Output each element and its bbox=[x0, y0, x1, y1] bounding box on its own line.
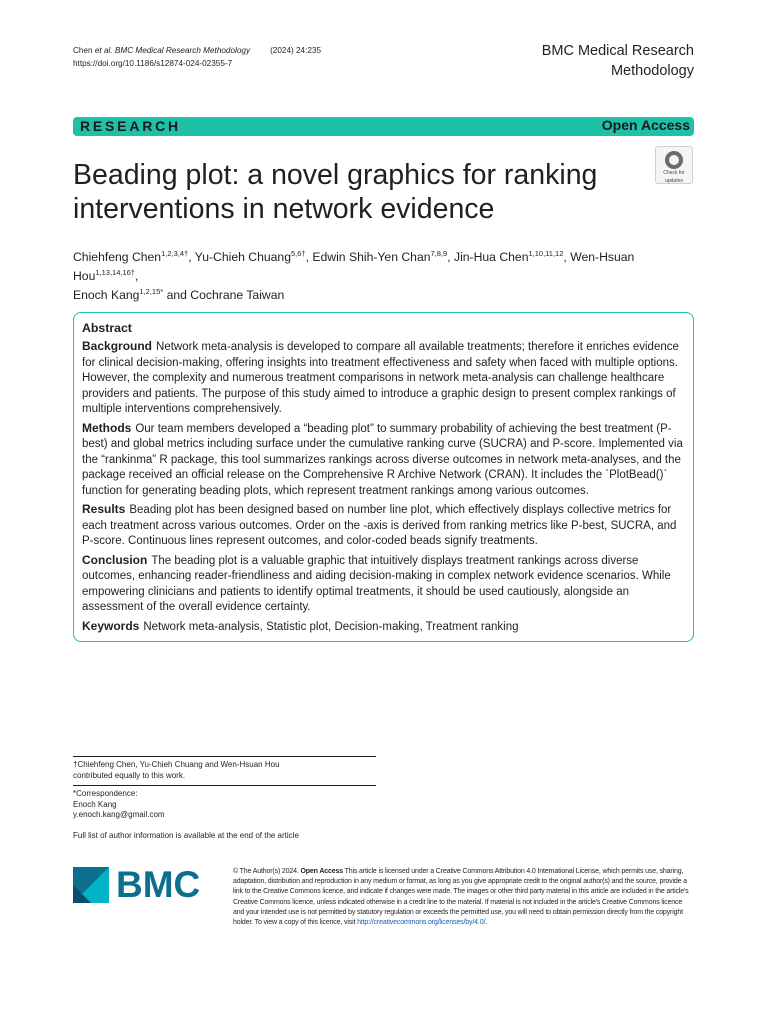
correspondence-email[interactable]: y.enoch.kang@gmail.com bbox=[73, 810, 165, 819]
correspondence-note bbox=[73, 786, 376, 821]
section-label: Background bbox=[82, 339, 153, 353]
title-line1: Beading plot: a novel graphics for ranking bbox=[73, 159, 598, 191]
section-text: The beading plot is a valuable graphic that intuitively displays treatment rankings across diverse outcomes, enhancing reader-friendliness and aiding decision-making in complex network evidence scenarios. While empowering clinicians and patients to identify optimal treatments, it should be used cautiously, alongside an assessment of the overall evidence certainty. bbox=[82, 554, 671, 613]
citation-authors: Chen bbox=[73, 46, 93, 55]
journal-name-line2: Methodology bbox=[610, 63, 694, 79]
check-for-updates-icon bbox=[665, 151, 683, 169]
abstract-methods bbox=[82, 421, 686, 500]
section-text: Beading plot has been designed based on number line plot, which effectively displays collective metrics for each treatment across various outcomes. Order on the -axis is derived from ranking metrics like P-best, SUCRA, and P-score. Continuous lines represent outcomes, and color-coded beads signify treatments. bbox=[82, 504, 677, 547]
author-affiliation: 1,2,15* bbox=[139, 287, 164, 296]
author-name[interactable]: Wen-Hsuan Hou bbox=[73, 250, 635, 283]
title-line2: interventions in network evidence bbox=[73, 193, 495, 225]
author-separator: , bbox=[305, 250, 313, 264]
article-type-label: RESEARCH bbox=[80, 118, 181, 134]
citation-line bbox=[73, 44, 321, 57]
author-affiliation: 1,10,11,12 bbox=[528, 249, 564, 258]
open-access-label: Open Access bbox=[601, 117, 690, 133]
license-statement bbox=[233, 867, 695, 928]
author-info-note: Full list of author information is available at the end of the article bbox=[73, 831, 299, 840]
citation-etal: et al. bbox=[94, 46, 113, 55]
license-copyright: © The Author(s) 2024. bbox=[233, 868, 299, 875]
author-affiliation: 1,13,14,16† bbox=[95, 268, 135, 277]
journal-name-line1: BMC Medical Research bbox=[541, 43, 694, 59]
bmc-logo-icon bbox=[73, 867, 109, 903]
license-body: This article is licensed under a Creative Commons Attribution 4.0 International License, which permits use, sharing, adaptation, distribution and reproduction in any medium or format, as long as you give appropriate credit to the original author(s) and the source, provide a link to the Creative Commons licence, and indicate if changes were made. The images or other third party material in this article are included in the article's Creative Commons licence, unless indicated otherwise in a credit line to the material. If material is not included in the article's Creative Commons licence and your intended use is not permitted by statutory regulation or exceeds the permitted use, you will need to obtain permission directly from the copyright holder. To view a copy of this licence, visit bbox=[233, 868, 689, 927]
author-name[interactable]: Edwin Shih-Yen Chan bbox=[312, 250, 431, 264]
check-for-updates-line1: Check for bbox=[663, 170, 685, 176]
equal-contribution-line2: contributed equally to this work. bbox=[73, 770, 186, 780]
author-separator: , bbox=[447, 250, 454, 264]
check-for-updates-line2: updates bbox=[665, 177, 683, 184]
author-separator: , bbox=[134, 269, 139, 283]
citation-journal: BMC Medical Research Methodology bbox=[114, 46, 251, 55]
author-name[interactable]: Jin-Hua Chen bbox=[453, 250, 529, 264]
correspondence-label: *Correspondence: bbox=[73, 789, 138, 798]
author-name[interactable]: Chiehfeng Chen bbox=[73, 250, 162, 264]
license-open-access: Open Access bbox=[300, 868, 343, 875]
bmc-logo bbox=[73, 864, 213, 905]
section-label: Results bbox=[82, 502, 126, 516]
author-separator: and Cochrane Taiwan bbox=[163, 288, 285, 302]
author-list bbox=[73, 248, 698, 305]
check-for-updates-badge[interactable] bbox=[655, 146, 693, 184]
equal-contribution-note bbox=[73, 757, 376, 781]
abstract-conclusion bbox=[82, 553, 686, 616]
article-title bbox=[73, 158, 643, 226]
abstract-heading: Abstract bbox=[82, 321, 132, 335]
abstract-background bbox=[82, 339, 686, 418]
footnotes bbox=[73, 756, 376, 821]
abstract-box bbox=[73, 312, 694, 642]
author-affiliation: 1,2,3,4† bbox=[161, 249, 189, 258]
section-label: Methods bbox=[82, 420, 132, 435]
section-text: Network meta-analysis, Statistic plot, Decision-making, Treatment ranking bbox=[143, 620, 519, 633]
journal-name bbox=[542, 41, 694, 81]
license-suffix: . bbox=[485, 919, 488, 927]
section-label: Conclusion bbox=[82, 552, 148, 567]
doi-link[interactable]: https://doi.org/10.1186/s12874-024-02355-7 bbox=[73, 59, 233, 68]
running-header bbox=[73, 44, 321, 70]
author-affiliation: 7,8,9 bbox=[430, 249, 448, 258]
section-label: Keywords bbox=[82, 618, 140, 633]
author-separator: , bbox=[563, 250, 571, 264]
author-name[interactable]: Yu-Chieh Chuang bbox=[194, 250, 291, 264]
license-link[interactable]: http://creativecommons.org/licenses/by/4.0/ bbox=[357, 919, 486, 927]
author-affiliation: 5,6† bbox=[290, 249, 306, 258]
bmc-logo-text: BMC bbox=[116, 864, 201, 905]
citation-year-volume: (2024) 24:235 bbox=[270, 46, 322, 55]
abstract-results bbox=[82, 502, 686, 550]
section-text: Network meta-analysis is developed to compare all available treatments; therefore it enriches evidence for clinical decision-making, offering insights into treatment effectiveness and safety when faced with multiple options. However, the complexity and numerous treatment comparisons in network meta-analysis can challenge healthcare providers and patients. The purpose of this study aimed to introduce a graphic design to present complex rankings of multiple interventions comprehensively. bbox=[82, 341, 679, 415]
author-separator: , bbox=[188, 250, 195, 264]
section-text: Our team members developed a “beading plot” to summary probability of achieving the best treatment (P-best) and global metrics including surface under the cumulative ranking curve (SUCRA) and P-score. Implemented via the “rankinma” R package, this tool summarizes rankings across diverse outcomes in network meta-analyses, and the package received an official release on the Comprehensive R Archive Network (CRAN). It includes the `PlotBead()` function for generating beading plots, which represent treatment rankings among various outcomes. bbox=[82, 422, 683, 497]
author-name[interactable]: Enoch Kang bbox=[73, 288, 140, 302]
article-type-band bbox=[73, 117, 694, 136]
equal-contribution-line1: †Chiehfeng Chen, Yu-Chieh Chuang and Wen-Hsuan Hou bbox=[73, 760, 280, 769]
correspondence-name: Enoch Kang bbox=[73, 799, 117, 809]
abstract-keywords bbox=[82, 619, 686, 636]
